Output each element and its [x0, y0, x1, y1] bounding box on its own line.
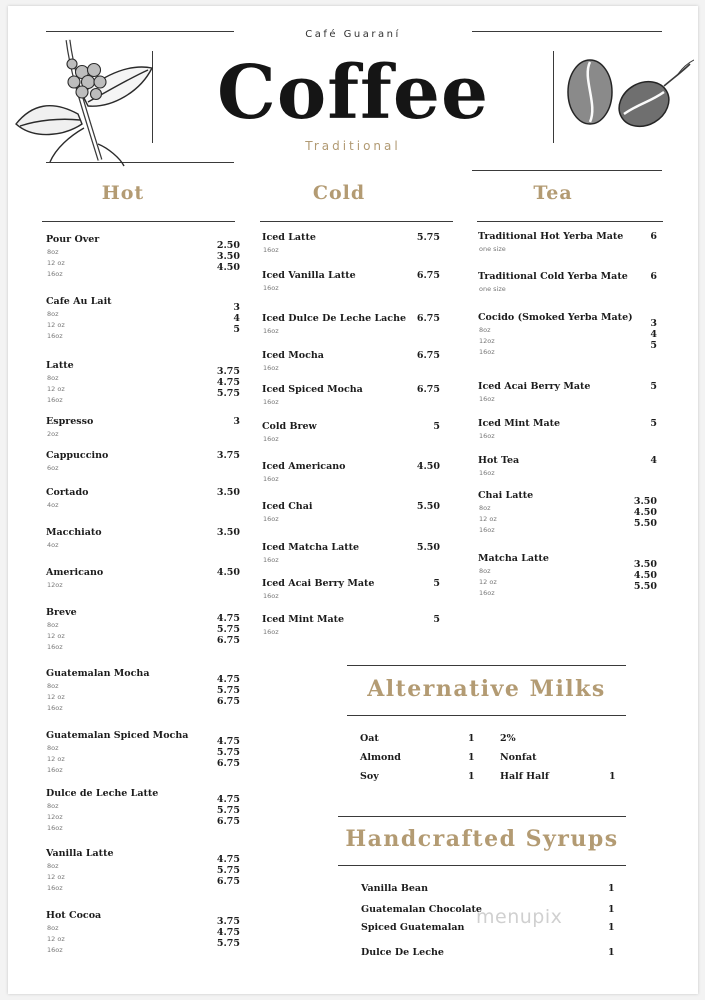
menu-item-sizes — [479, 566, 497, 599]
size-label: 8oz — [479, 504, 491, 512]
size-label: 16oz — [47, 332, 63, 340]
menu-item-name: Iced Vanilla Latte — [262, 270, 356, 281]
size-label: 16oz — [47, 643, 63, 651]
menu-item-name: Americano — [46, 567, 104, 578]
size-label: 16oz — [47, 884, 63, 892]
menu-item-name: Iced Matcha Latte — [262, 542, 360, 553]
menu-item-sizes — [479, 284, 506, 295]
menu-item-name: Guatemalan Mocha — [46, 668, 150, 679]
menu-item-prices — [217, 736, 240, 769]
menu-item-name: Cold Brew — [262, 421, 317, 432]
syrup-price: 1 — [608, 883, 615, 894]
menu-item-prices — [417, 542, 440, 553]
size-label: 16oz — [479, 469, 495, 477]
size-label: 16oz — [479, 432, 495, 440]
price-value: 3 — [650, 318, 657, 329]
menu-item-prices — [650, 271, 657, 282]
menu-item-name: Cortado — [46, 487, 89, 498]
price-value: 4.75 — [216, 674, 240, 685]
price-value: 6 — [650, 271, 657, 282]
size-label: 12 oz — [47, 935, 65, 943]
menu-item-sizes — [263, 245, 279, 256]
size-label: 16oz — [47, 766, 63, 774]
watermark: menupix — [476, 906, 563, 928]
menu-item-sizes — [47, 500, 59, 511]
size-label: 12 oz — [47, 259, 65, 267]
menu-item-name: Iced Americano — [262, 461, 346, 472]
menu-item-prices — [217, 240, 240, 273]
syrup-name: Spiced Guatemalan — [361, 922, 465, 933]
coffee-bean-icon — [560, 52, 694, 138]
price-value: 4.75 — [216, 613, 240, 624]
size-label: 8oz — [47, 682, 59, 690]
menu-item-name: Iced Mocha — [262, 350, 324, 361]
size-label: 16oz — [263, 628, 279, 636]
menu-item-name: Hot Cocoa — [46, 910, 102, 921]
menu-item-prices — [634, 559, 657, 592]
price-value: 5 — [650, 381, 657, 392]
price-value: 6.75 — [216, 876, 240, 887]
menu-item-name: Cafe Au Lait — [46, 296, 112, 307]
menu-item-prices — [217, 854, 240, 887]
menu-item-name: Matcha Latte — [478, 553, 549, 564]
price-value: 5.50 — [416, 542, 440, 553]
price-value: 5.50 — [416, 501, 440, 512]
size-label: 16oz — [263, 284, 279, 292]
menu-item-name: Iced Latte — [262, 232, 316, 243]
price-value: 5 — [650, 418, 657, 429]
syrup-name: Vanilla Bean — [361, 883, 428, 894]
price-value: 6.75 — [216, 816, 240, 827]
size-label: 2oz — [47, 430, 59, 438]
price-value: 6.75 — [416, 270, 440, 281]
price-value: 5 — [433, 578, 440, 589]
syrup-name: Guatemalan Chocolate — [361, 904, 482, 915]
menu-item-name: Breve — [46, 607, 77, 618]
size-label: 8oz — [479, 326, 491, 334]
syrups-heading: Handcrafted Syrups — [345, 826, 619, 852]
size-label: 8oz — [479, 567, 491, 575]
menu-item-sizes — [47, 681, 65, 714]
price-value: 4.50 — [633, 570, 657, 581]
menu-item-name: Traditional Hot Yerba Mate — [478, 231, 624, 242]
milk-name: Almond — [360, 752, 401, 763]
size-label: 8oz — [47, 374, 59, 382]
column-rule-hot — [42, 221, 235, 222]
menu-item-sizes — [263, 283, 279, 294]
price-value: 5.75 — [216, 685, 240, 696]
page-title: Coffee — [216, 50, 490, 136]
menu-item-sizes — [263, 591, 279, 602]
header-rule-bottom-right — [472, 170, 662, 171]
column-rule-tea — [477, 221, 663, 222]
size-label: 16oz — [263, 327, 279, 335]
menu-item-name: Traditional Cold Yerba Mate — [478, 271, 628, 282]
syrups-rule-top — [338, 816, 626, 817]
milk-name: Oat — [360, 733, 379, 744]
menu-item-prices — [417, 501, 440, 512]
price-value: 3.50 — [216, 487, 240, 498]
menu-item-name: Vanilla Latte — [46, 848, 114, 859]
menu-item-prices — [217, 567, 240, 578]
size-label: 16oz — [479, 589, 495, 597]
menu-item-sizes — [47, 743, 65, 776]
size-label: 16oz — [263, 515, 279, 523]
size-label: 12 oz — [47, 873, 65, 881]
menu-item-sizes — [263, 363, 279, 374]
price-value: 4.75 — [216, 854, 240, 865]
size-label: 8oz — [47, 802, 59, 810]
menu-item-prices — [417, 461, 440, 472]
menu-item-sizes — [479, 325, 495, 358]
column-rule-cold — [260, 221, 453, 222]
menu-item-name: Iced Mint Mate — [262, 614, 345, 625]
menu-item-sizes — [47, 309, 65, 342]
milk-price: 1 — [468, 733, 475, 744]
size-label: 6oz — [47, 464, 59, 472]
size-label: 16oz — [263, 556, 279, 564]
menu-item-name: Iced Acai Berry Mate — [262, 578, 375, 589]
size-label: 12oz — [47, 581, 63, 589]
price-value: 5.75 — [216, 388, 240, 399]
menu-item-sizes — [47, 247, 65, 280]
size-label: 8oz — [47, 924, 59, 932]
menu-item-name: Cocido (Smoked Yerba Mate) — [478, 312, 633, 323]
milk-name: 2% — [500, 733, 516, 744]
menu-item-prices — [217, 487, 240, 498]
menu-item-sizes — [47, 540, 59, 551]
size-label: 8oz — [47, 862, 59, 870]
price-value: 3.75 — [216, 366, 240, 377]
menu-item-sizes — [47, 801, 63, 834]
price-value: 3.50 — [633, 559, 657, 570]
price-value: 3.50 — [216, 251, 240, 262]
price-value: 4.75 — [216, 377, 240, 388]
menu-item-prices — [217, 613, 240, 646]
price-value: 5.50 — [633, 581, 657, 592]
milk-name: Half Half — [500, 771, 549, 782]
size-label: 8oz — [47, 621, 59, 629]
price-value: 5 — [433, 421, 440, 432]
price-value: 4 — [233, 313, 240, 324]
syrup-price: 1 — [608, 922, 615, 933]
menu-item-prices — [650, 455, 657, 466]
price-value: 6.75 — [216, 696, 240, 707]
price-value: 5.75 — [216, 624, 240, 635]
price-value: 3.75 — [216, 916, 240, 927]
menu-item-prices — [433, 614, 440, 625]
menu-item-name: Iced Dulce De Leche Lache — [262, 313, 407, 324]
menu-item-prices — [650, 381, 657, 392]
size-label: 16oz — [479, 526, 495, 534]
syrups-rule-bottom — [338, 865, 626, 866]
price-value: 4.50 — [633, 507, 657, 518]
size-label: 4oz — [47, 501, 59, 509]
milk-price: 1 — [468, 752, 475, 763]
milk-price: 1 — [468, 771, 475, 782]
size-label: 16oz — [47, 824, 63, 832]
menu-page — [8, 6, 698, 994]
size-label: 8oz — [47, 248, 59, 256]
menu-item-prices — [417, 384, 440, 395]
price-value: 3.75 — [216, 450, 240, 461]
menu-item-prices — [217, 366, 240, 399]
price-value: 6.75 — [216, 635, 240, 646]
price-value: 3.50 — [216, 527, 240, 538]
menu-item-prices — [217, 916, 240, 949]
column-heading-hot: Hot — [101, 182, 145, 204]
price-value: 6.75 — [416, 350, 440, 361]
menu-item-sizes — [47, 620, 65, 653]
size-label: 12 oz — [47, 385, 65, 393]
price-value: 4.50 — [216, 262, 240, 273]
menu-item-prices — [217, 794, 240, 827]
menu-item-name: Iced Mint Mate — [478, 418, 561, 429]
menu-item-prices — [650, 231, 657, 242]
menu-item-name: Iced Acai Berry Mate — [478, 381, 591, 392]
menu-item-name: Macchiato — [46, 527, 102, 538]
size-label: one size — [479, 285, 506, 293]
size-label: 12oz — [479, 337, 495, 345]
menu-item-prices — [417, 350, 440, 361]
menu-item-sizes — [47, 923, 65, 956]
size-label: 16oz — [263, 475, 279, 483]
menu-item-sizes — [479, 503, 497, 536]
menu-item-prices — [217, 527, 240, 538]
price-value: 4 — [650, 329, 657, 340]
column-heading-tea: Tea — [533, 182, 573, 204]
menu-item-sizes — [263, 627, 279, 638]
menu-item-name: Guatemalan Spiced Mocha — [46, 730, 189, 741]
column-heading-cold: Cold — [312, 182, 366, 204]
menu-item-sizes — [47, 580, 63, 591]
size-label: 8oz — [47, 310, 59, 318]
menu-item-prices — [417, 232, 440, 243]
milks-rule-top — [347, 665, 626, 666]
size-label: 12 oz — [47, 755, 65, 763]
price-value: 2.50 — [216, 240, 240, 251]
milk-name: Soy — [360, 771, 379, 782]
menu-item-prices — [433, 578, 440, 589]
price-value: 5 — [233, 324, 240, 335]
menu-item-prices — [233, 302, 240, 335]
menu-item-name: Pour Over — [46, 234, 100, 245]
size-label: one size — [479, 245, 506, 253]
milk-name: Nonfat — [500, 752, 537, 763]
menu-item-name: Chai Latte — [478, 490, 534, 501]
size-label: 12 oz — [479, 578, 497, 586]
size-label: 12oz — [47, 813, 63, 821]
menu-item-sizes — [47, 373, 65, 406]
menu-item-sizes — [47, 861, 65, 894]
size-label: 16oz — [263, 398, 279, 406]
milk-price: 1 — [609, 771, 616, 782]
menu-item-sizes — [263, 514, 279, 525]
size-label: 16oz — [479, 395, 495, 403]
page-subtitle: Traditional — [305, 139, 401, 153]
price-value: 4 — [650, 455, 657, 466]
coffee-branch-icon — [12, 32, 154, 168]
price-value: 6.75 — [416, 384, 440, 395]
menu-item-name: Espresso — [46, 416, 94, 427]
milks-heading: Alternative Milks — [367, 676, 606, 702]
price-value: 3.50 — [633, 496, 657, 507]
menu-item-prices — [417, 313, 440, 324]
menu-item-sizes — [263, 434, 279, 445]
price-value: 5 — [650, 340, 657, 351]
price-value: 5.50 — [633, 518, 657, 529]
menu-item-name: Iced Spiced Mocha — [262, 384, 363, 395]
price-value: 4.50 — [216, 567, 240, 578]
menu-item-prices — [417, 270, 440, 281]
syrup-price: 1 — [608, 947, 615, 958]
size-label: 16oz — [47, 396, 63, 404]
price-value: 4.75 — [216, 927, 240, 938]
price-value: 4.50 — [416, 461, 440, 472]
syrup-name: Dulce De Leche — [361, 947, 444, 958]
menu-item-prices — [650, 318, 657, 351]
size-label: 16oz — [47, 704, 63, 712]
size-label: 12 oz — [47, 632, 65, 640]
menu-item-sizes — [47, 463, 59, 474]
price-value: 5 — [433, 614, 440, 625]
menu-item-prices — [233, 416, 240, 427]
menu-item-name: Dulce de Leche Latte — [46, 788, 159, 799]
price-value: 4.75 — [216, 794, 240, 805]
menu-item-name: Latte — [46, 360, 74, 371]
menu-item-sizes — [263, 474, 279, 485]
menu-item-prices — [217, 450, 240, 461]
size-label: 12 oz — [47, 321, 65, 329]
size-label: 12 oz — [479, 515, 497, 523]
menu-item-name: Hot Tea — [478, 455, 520, 466]
milks-rule-bottom — [347, 715, 626, 716]
menu-item-prices — [634, 496, 657, 529]
menu-item-prices — [217, 674, 240, 707]
size-label: 16oz — [263, 592, 279, 600]
menu-item-prices — [650, 418, 657, 429]
syrup-price: 1 — [608, 904, 615, 915]
size-label: 16oz — [263, 246, 279, 254]
menu-item-sizes — [47, 429, 59, 440]
menu-item-sizes — [479, 431, 495, 442]
menu-item-sizes — [479, 468, 495, 479]
size-label: 16oz — [479, 348, 495, 356]
brand-name: Café Guaraní — [305, 29, 401, 40]
price-value: 6 — [650, 231, 657, 242]
price-value: 3 — [233, 416, 240, 427]
menu-item-sizes — [479, 394, 495, 405]
price-value: 5.75 — [216, 747, 240, 758]
price-value: 6.75 — [216, 758, 240, 769]
menu-item-sizes — [263, 397, 279, 408]
price-value: 5.75 — [416, 232, 440, 243]
price-value: 5.75 — [216, 805, 240, 816]
size-label: 16oz — [263, 364, 279, 372]
size-label: 16oz — [47, 270, 63, 278]
size-label: 12 oz — [47, 693, 65, 701]
menu-item-name: Iced Chai — [262, 501, 313, 512]
menu-item-sizes — [263, 326, 279, 337]
menu-item-name: Cappuccino — [46, 450, 109, 461]
menu-item-sizes — [263, 555, 279, 566]
size-label: 16oz — [263, 435, 279, 443]
menu-item-prices — [433, 421, 440, 432]
size-label: 16oz — [47, 946, 63, 954]
menu-item-sizes — [479, 244, 506, 255]
size-label: 4oz — [47, 541, 59, 549]
price-value: 4.75 — [216, 736, 240, 747]
price-value: 5.75 — [216, 865, 240, 876]
price-value: 6.75 — [416, 313, 440, 324]
size-label: 8oz — [47, 744, 59, 752]
price-value: 5.75 — [216, 938, 240, 949]
price-value: 3 — [233, 302, 240, 313]
